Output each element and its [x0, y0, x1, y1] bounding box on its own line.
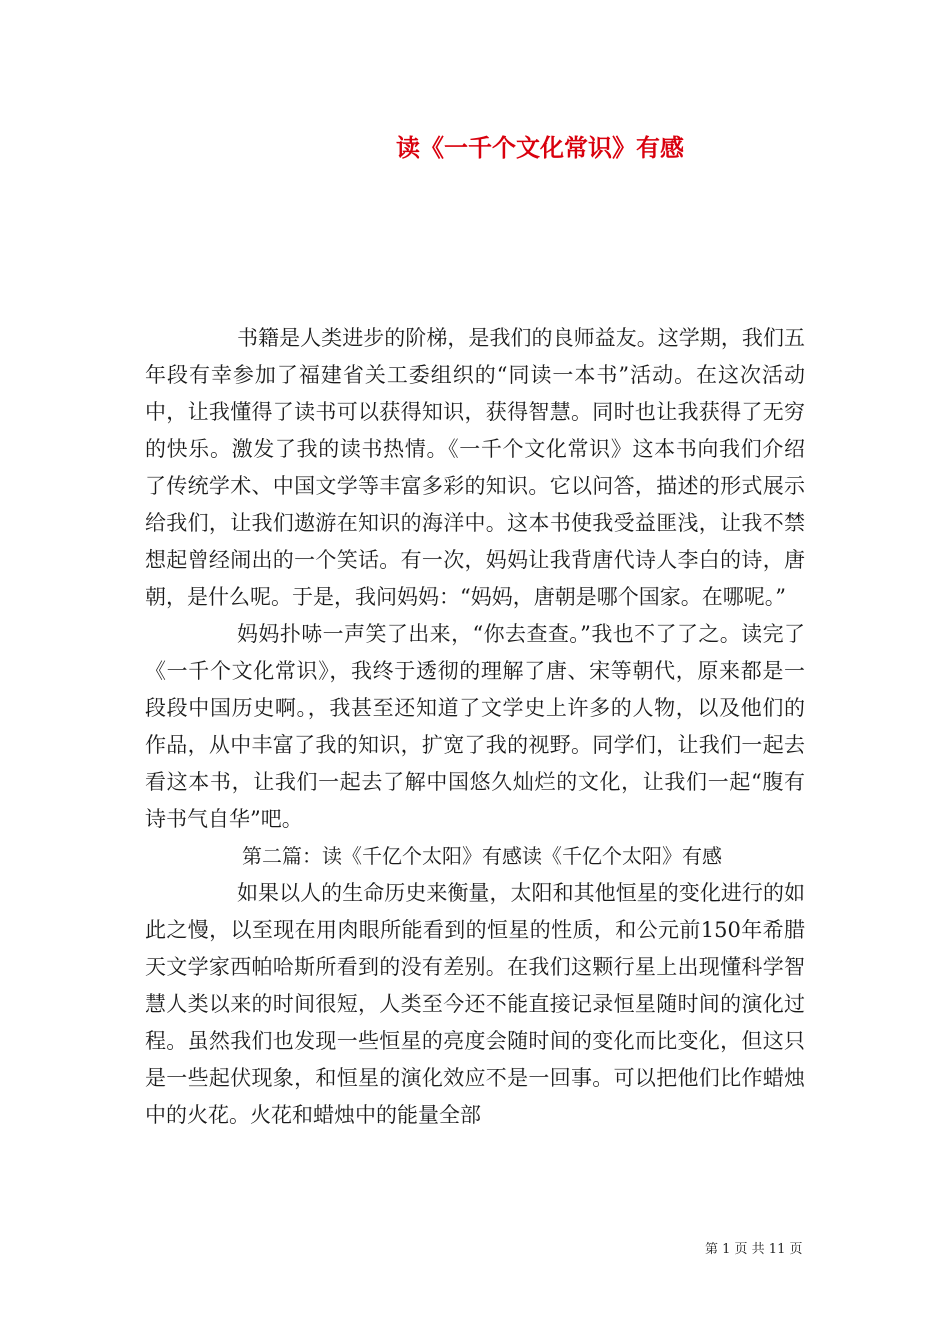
section-heading-part-two: 第二篇：读《千亿个太阳》有感读《千亿个太阳》有感 — [242, 844, 722, 868]
paragraph-3: 如果以人的生命历史来衡量，太阳和其他恒星的变化进行的如此之慢，以至现在用肉眼所能看到的恒星的性质，和公元前150年希腊天文学家西帕哈斯所看到的没有差别。在我们这颗行星上出现懂科学智慧人类以来的时间很短，人类至今还不能直接记录恒星随时间的演化过程。虽然我们也发现一些恒星的亮度会随时间的变化而比变化，但这只是一些起伏现象，和恒星的演化效应不是一回事。可以把他们比作蜡烛中的火花。火花和蜡烛中的能量全部 — [145, 881, 805, 1127]
paragraph-2: 妈妈扑哧一声笑了出来，“你去查查。”我也不了了之。读完了《一千个文化常识》，我终于透彻的理解了唐、宋等朝代，原来都是一段段中国历史啊。，我甚至还知道了文学史上许多的人物，以及他们的作品，从中丰富了我的知识，扩宽了我的视野。同学们，让我们一起去看这本书，让我们一起去了解中国悠久灿烂的文化，让我们一起“腹有诗书气自华”吧。 — [145, 622, 805, 831]
paragraph-1: 书籍是人类进步的阶梯，是我们的良师益友。这学期，我们五年段有幸参加了福建省关工委组织的“同读一本书”活动。在这次活动中，让我懂得了读书可以获得知识，获得智慧。同时也让我获得了无穷的快乐。激发了我的读书热情。《一千个文化常识》这本书向我们介绍了传统学术、中国文学等丰富多彩的知识。它以问答，描述的形式展示给我们，让我们遨游在知识的海洋中。这本书使我受益匪浅，让我不禁想起曾经闹出的一个笑话。有一次，妈妈让我背唐代诗人李白的诗，唐朝，是什么呢。于是，我问妈妈：“妈妈，唐朝是哪个国家。在哪呢。” — [145, 326, 805, 609]
document-title: 读《一千个文化常识》有感 — [396, 133, 684, 162]
document-body — [145, 320, 805, 1134]
page-number-footer: 第 1 页 共 11 页 — [705, 1242, 803, 1257]
